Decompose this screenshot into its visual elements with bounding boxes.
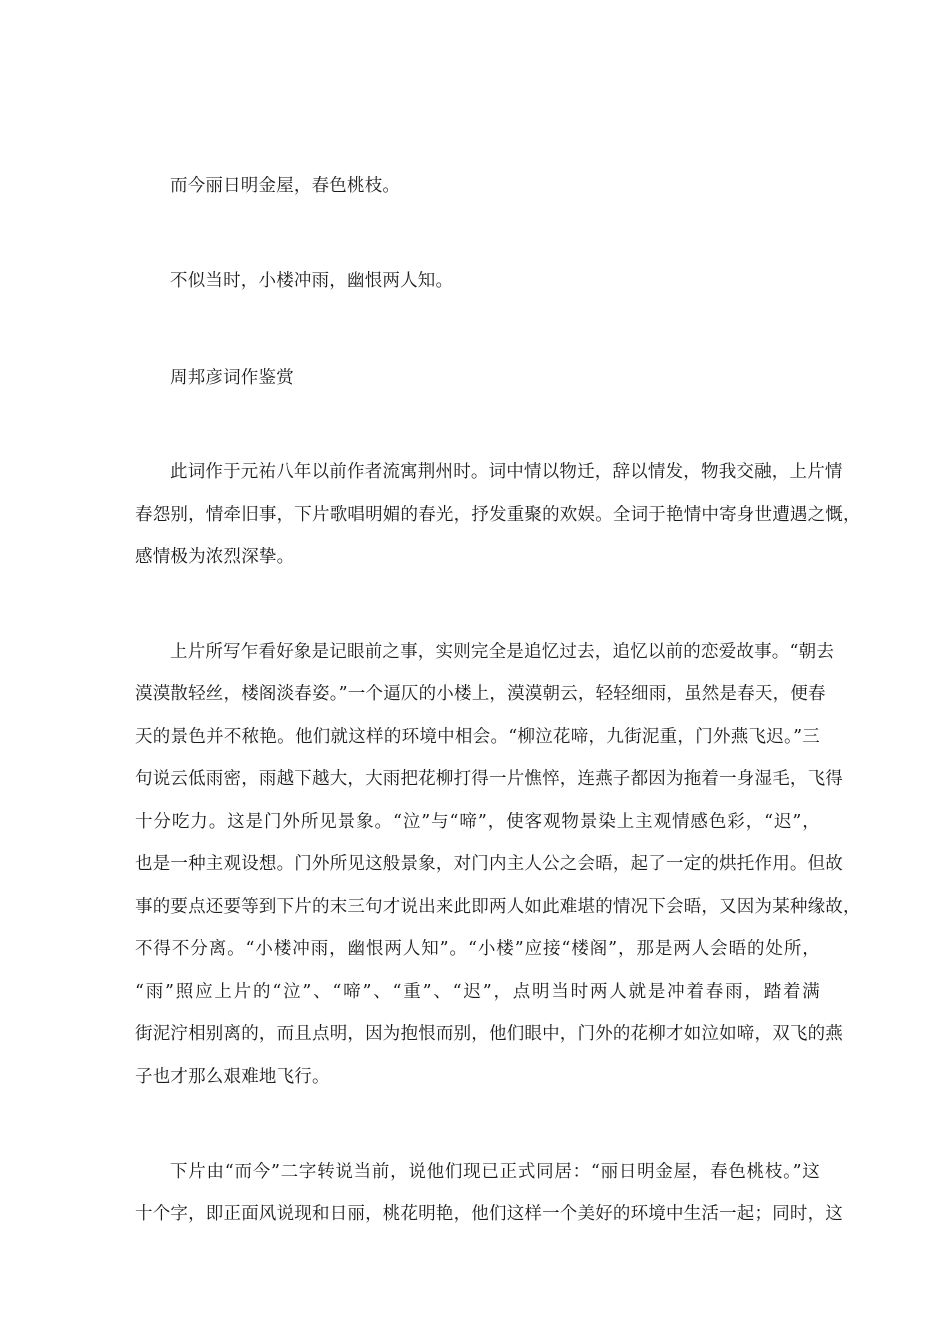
paragraph-2-line-3: 天的景色并不秾艳。他们就这样的环境中相会。“柳泣花啼，九街泥重，门外燕飞迟。”三 <box>135 727 820 747</box>
paragraph-2-line-9: “雨”照应上片的“泣”、“啼”、“重”、“迟”，点明当时两人就是冲着春雨，踏着满 <box>135 982 820 1002</box>
paragraph-2-line-5: 十分吃力。这是门外所见景象。“泣”与“啼”，使客观物景染上主观情感色彩，“迟”， <box>135 812 820 832</box>
paragraph-3-line-1: 下片由“而今”二字转说当前，说他们现已正式同居：“丽日明金屋，春色桃枝。”这 <box>170 1162 820 1182</box>
section-heading: 周邦彦词作鉴赏 <box>170 368 294 388</box>
paragraph-2-line-10: 街泥泞相别离的，而且点明，因为抱恨而别，他们眼中，门外的花柳才如泣如啼，双飞的燕 <box>135 1024 843 1044</box>
paragraph-2-line-6: 也是一种主观设想。门外所见这般景象，对门内主人公之会晤，起了一定的烘托作用。但故 <box>135 854 843 874</box>
paragraph-2-line-7: 事的要点还要等到下片的末三句才说出来此即两人如此难堪的情况下会晤，又因为某种缘故， <box>135 897 861 917</box>
paragraph-2-line-2: 漠漠散轻丝，楼阁淡春姿。”一个逼仄的小楼上，漠漠朝云，轻轻细雨，虽然是春天，便春 <box>135 684 826 704</box>
paragraph-2-line-11: 子也才那么艰难地飞行。 <box>135 1067 330 1087</box>
verse-line-2: 不似当时，小楼冲雨，幽恨两人知。 <box>170 271 454 291</box>
paragraph-1-line-2: 春怨别，情牵旧事，下片歌唱明媚的春光，抒发重聚的欢娱。全词于艳情中寄身世遭遇之慨， <box>135 505 861 525</box>
paragraph-1-line-1: 此词作于元祐八年以前作者流寓荆州时。词中情以物迁，辞以情发，物我交融，上片情 <box>170 462 843 482</box>
paragraph-3-line-2: 十个字，即正面风说现和日丽，桃花明艳，他们这样一个美好的环境中生活一起；同时，这 <box>135 1204 843 1224</box>
paragraph-2-line-4: 句说云低雨密，雨越下越大，大雨把花柳打得一片憔悴，连燕子都因为拖着一身湿毛，飞得 <box>135 769 843 789</box>
verse-line-1: 而今丽日明金屋，春色桃枝。 <box>170 176 401 196</box>
paragraph-1-line-3: 感情极为浓烈深挚。 <box>135 547 295 567</box>
paragraph-2-line-1: 上片所写乍看好象是记眼前之事，实则完全是追忆过去，追忆以前的恋爱故事。“朝去 <box>170 642 835 662</box>
paragraph-2-line-8: 不得不分离。“小楼冲雨，幽恨两人知”。“小楼”应接“楼阁”，那是两人会晤的处所， <box>135 939 820 959</box>
